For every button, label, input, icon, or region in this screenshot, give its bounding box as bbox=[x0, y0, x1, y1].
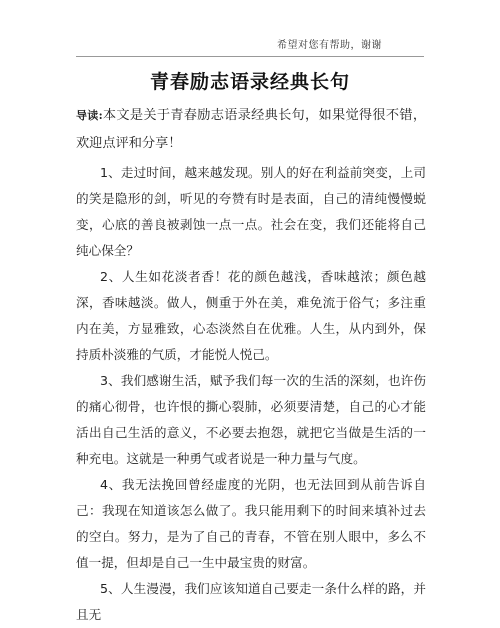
header-divider bbox=[76, 56, 424, 57]
paragraph-3: 3、我们感谢生活，赋予我们每一次的生活的深刻，也许伤的痛心彻骨，也许恨的撕心裂肺，必须要清楚，自己的心才能活出自己生活的意义，不必要去抱怨，就把它当做是生活的一种充电。这就是一种勇气或者说是一种力量与气度。 bbox=[76, 373, 426, 466]
paragraph-5: 5、人生漫漫，我们应该知道自己要走一条什么样的路，并且无 bbox=[76, 581, 426, 622]
intro-text: 本文是关于青春励志语录经典长句，如果觉得很不错，欢迎点评和分享！ bbox=[76, 108, 427, 151]
intro-paragraph bbox=[76, 102, 426, 158]
intro-label: 导读: bbox=[76, 109, 103, 122]
page-title: 青春励志语录经典长句 bbox=[149, 71, 350, 93]
paragraph-1: 1、走过时间，越来越发现。别人的好在利益前突变，上司的笑是隐形的剑，听见的夸赞有时是表面，自己的清纯慢慢蜕变，心底的善良被剥蚀一点一点。社会在变，我们还能将自己纯心保全？ bbox=[76, 165, 426, 258]
paragraph-4: 4、我无法挽回曾经虚度的光阴，也无法回到从前告诉自己：我现在知道该怎么做了。我只能用剩下的时间来填补过去的空白。努力，是为了自己的青春，不管在别人眼中，多么不值一提，但却是自己一生中最宝贵的财富。 bbox=[76, 477, 426, 570]
document-body bbox=[76, 102, 426, 628]
header-note: 希望对您有帮助，谢谢 bbox=[277, 40, 382, 51]
paragraph-2: 2、人生如花淡者香！花的颜色越浅，香味越浓；颜色越深，香味越淡。做人，侧重于外在美，难免流于俗气；多注重内在美，方显雅致，心态淡然自在优雅。人生，从内到外，保持质朴淡雅的气质，才能悦人悦己。 bbox=[76, 269, 426, 362]
